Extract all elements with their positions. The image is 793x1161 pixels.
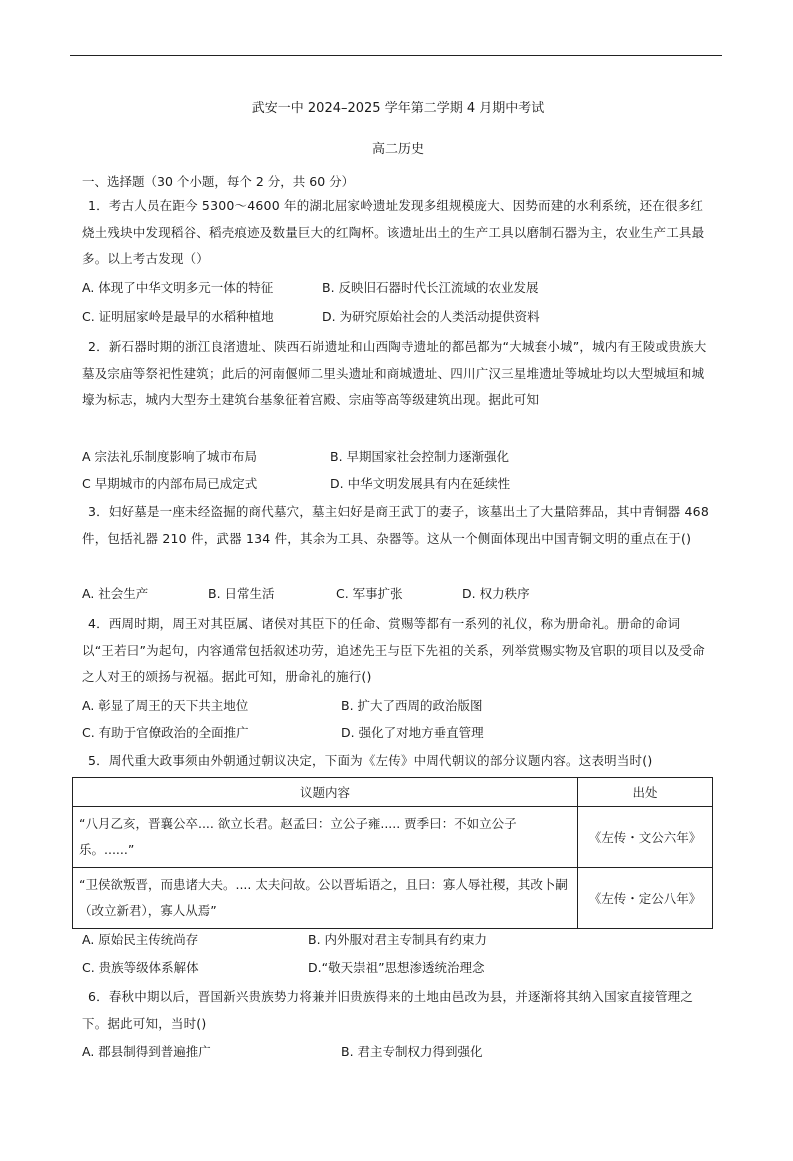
option-d: D. 强化了对地方垂直管理 <box>341 725 484 740</box>
table-row <box>73 868 713 929</box>
question-4-options <box>82 692 714 719</box>
option-c: C. 贵族等级体系解体 <box>82 960 199 975</box>
question-2-options-row2 <box>82 470 714 497</box>
option-b: B. 内外服对君主专制具有约束力 <box>308 932 488 947</box>
table-cell-content: “卫侯欲叛晋，而患诸大夫。.... 太夫问故。公以晋垢语之，且曰：寡人辱社稷，其改卜嗣（改立新君），寡人从焉” <box>73 868 578 929</box>
option-b: B. 君主专制权力得到强化 <box>341 1044 483 1059</box>
exam-title: 武安一中 2024–2025 学年第二学期 4 月期中考试 <box>251 101 545 116</box>
section-title: 一、选择题（30 个小题，每个 2 分，共 60 分） <box>82 174 355 189</box>
option-a: A. 原始民主传统尚存 <box>82 932 199 947</box>
option-b: B. 反映旧石器时代长江流域的农业发展 <box>322 280 539 295</box>
question-3-options <box>82 580 714 607</box>
question-2-stem: 2．新石器时期的浙江良渚遗址、陕西石峁遗址和山西陶寺遗址的都邑都为“大城套小城”，城内有王陵或贵族大墓及宗庙等祭祀性建筑；此后的河南偃师二里头遗址和商城遗址、四川广汉三星堆遗址等城址均以大型城垣和城壕为标志，城内大型夯土建筑台基象征着宫殿、宗庙等高等级建筑出现。据此可知 <box>82 339 707 407</box>
table-row <box>73 807 713 868</box>
option-d: D. 中华文明发展具有内在延续性 <box>330 476 511 491</box>
table-cell-content: “八月乙亥，晋襄公卒.... 欲立长君。赵孟曰：立公子雍..... 贾季曰：不如立公子乐。......” <box>73 807 578 868</box>
question-1-options <box>82 274 714 301</box>
question-3-stem: 3．妇好墓是一座未经盗掘的商代墓穴，墓主妇好是商王武丁的妻子，该墓出土了大量陪葬品，其中青铜器 468 件，包括礼器 210 件，武器 134 件，其余为工具、杂器等。这从一个侧面体现出中国青铜文明的重点在于() <box>82 504 709 546</box>
option-a: A 宗法礼乐制度影响了城市布局 <box>82 449 258 464</box>
question-6-stem: 6．春秋中期以后，晋国新兴贵族势力将兼并旧贵族得来的土地由邑改为县，并逐渐将其纳入国家直接管理之下。据此可知，当时() <box>82 989 694 1031</box>
header-rule <box>70 55 722 56</box>
question-4-options-row2 <box>82 719 714 746</box>
question-5-stem: 5．周代重大政事须由外朝通过朝议决定，下面为《左传》中周代朝议的部分议题内容。这表明当时() <box>88 753 653 768</box>
option-d: D. 为研究原始社会的人类活动提供资料 <box>322 309 540 324</box>
table-cell-source: 《左传・文公六年》 <box>578 807 713 868</box>
option-a: A. 彰显了周王的天下共主地位 <box>82 698 249 713</box>
question-5-options-row2 <box>82 954 714 981</box>
question-2-options <box>82 443 714 470</box>
court-debate-table <box>72 777 713 929</box>
exam-subject: 高二历史 <box>371 142 424 157</box>
table-header-row <box>73 778 713 807</box>
option-a: A. 体现了中华文明多元一体的特征 <box>82 280 274 295</box>
option-a: A. 郡县制得到普遍推广 <box>82 1044 211 1059</box>
question-6-options <box>82 1038 714 1065</box>
option-c: C. 证明屈家岭是最早的水稻种植地 <box>82 309 274 324</box>
question-1-stem: 1．考古人员在距今 5300～4600 年的湖北屈家岭遗址发现多组规模庞大、因势而建的水利系统，还在很多红烧土残块中发现稻谷、稻壳痕迹及数量巨大的红陶杯。该遗址出土的生产工具以磨制石器为主，农业生产工具最多。以上考古发现（） <box>82 198 705 266</box>
option-d: D. 权力秩序 <box>462 586 530 601</box>
question-1-options-row2 <box>82 303 714 330</box>
option-d: D.“敬天崇祖”思想渗透统治理念 <box>308 960 485 975</box>
question-5-options <box>82 926 714 953</box>
table-header: 出处 <box>578 778 713 807</box>
option-c: C 早期城市的内部布局已成定式 <box>82 476 258 491</box>
question-4-stem: 4．西周时期，周王对其臣属、诸侯对其臣下的任命、赏赐等都有一系列的礼仪，称为册命礼。册命的命词以“王若曰”为起句，内容通常包括叙述功劳，追述先王与臣下先祖的关系，列举赏赐实物及官职的项目以及受命之人对王的颂扬与祝福。据此可知，册命礼的施行() <box>82 616 705 684</box>
option-b: B. 日常生活 <box>208 586 275 601</box>
option-c: C. 有助于官僚政治的全面推广 <box>82 725 249 740</box>
option-b: B. 早期国家社会控制力逐渐强化 <box>330 449 510 464</box>
table-cell-source: 《左传・定公八年》 <box>578 868 713 929</box>
option-b: B. 扩大了西周的政治版图 <box>341 698 483 713</box>
option-a: A. 社会生产 <box>82 586 149 601</box>
option-c: C. 军事扩张 <box>336 586 403 601</box>
table-header: 议题内容 <box>73 778 578 807</box>
